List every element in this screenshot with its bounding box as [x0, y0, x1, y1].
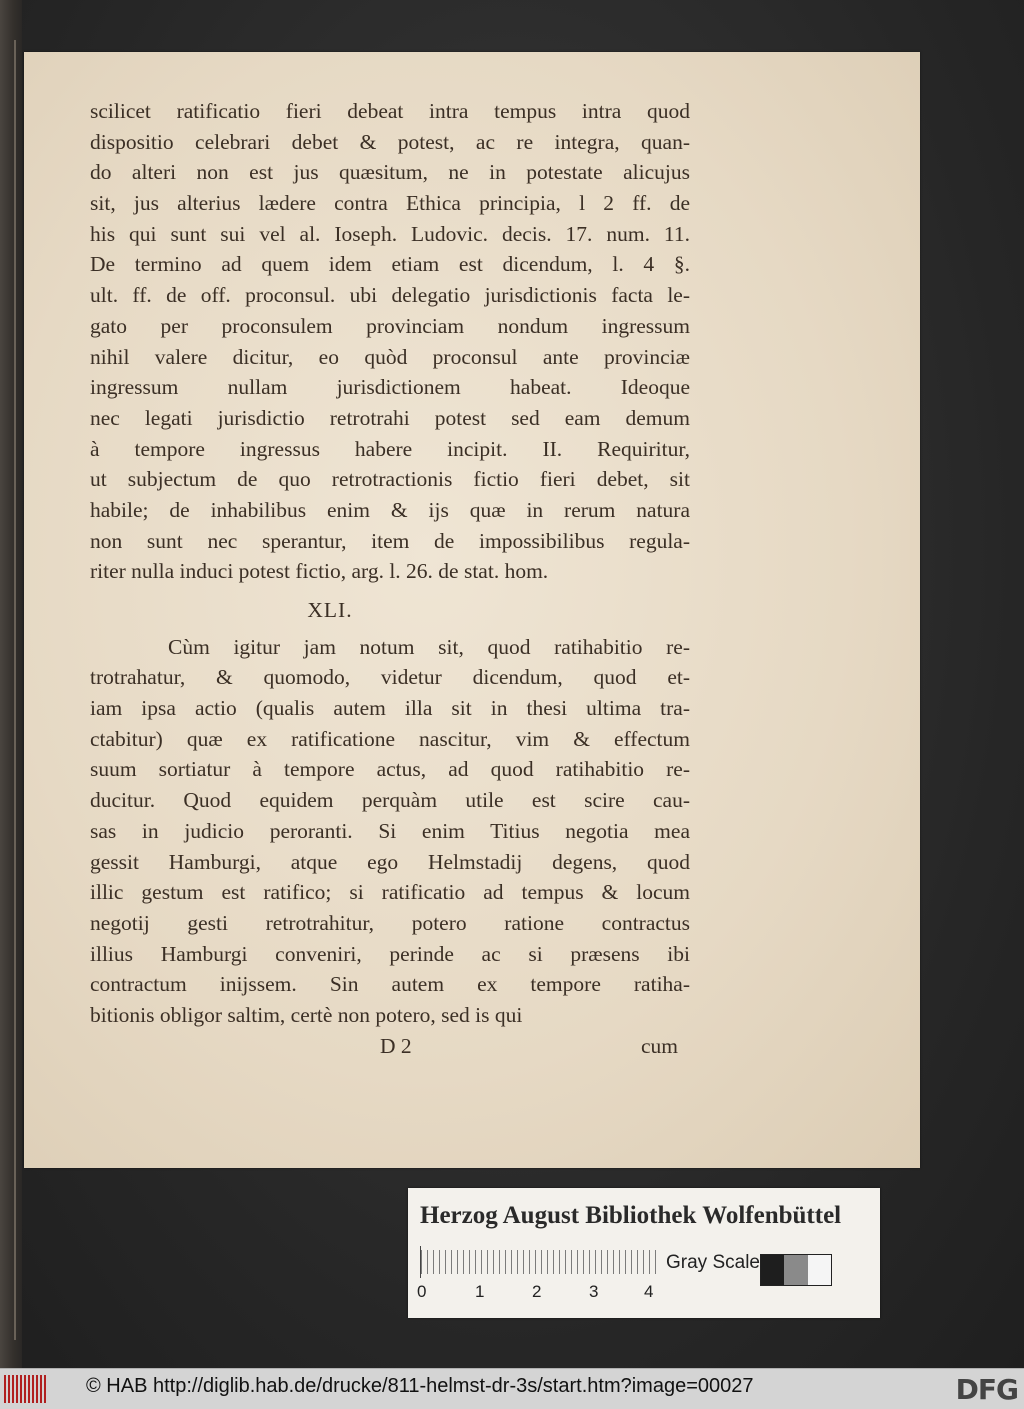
spine-line [14, 40, 16, 1340]
gray-swatch-cell [808, 1255, 831, 1285]
barcode-icon [4, 1375, 48, 1403]
ruler-number: 4 [644, 1282, 654, 1301]
library-name: Herzog August Bibliothek Wolfenbüttel [420, 1202, 842, 1229]
text-line: scilicet ratificatio fieri debeat intra tempus intra quod [90, 99, 690, 123]
text-line: ctabitur) quæ ex ratificatione nascitur, vim & effectum [90, 726, 690, 751]
text-line: nec legati jurisdictio retrotrahi potest sed eam demum [90, 405, 690, 430]
text-line: ut subjectum de quo retrotractionis fictio fieri debet, sit [90, 467, 690, 492]
paragraph-block-2 [90, 632, 690, 1031]
text-line: habile; de inhabilibus enim & ijs quæ in rerum natura [90, 497, 690, 522]
text-line: riter nulla induci potest fictio, arg. l. 26. de stat. hom. [90, 559, 549, 584]
paragraph-block-1 [90, 96, 690, 587]
section-heading: XLI. [307, 598, 353, 622]
attribution-link[interactable]: © HAB http://diglib.hab.de/drucke/811-helmst-dr-3s/start.htm?image=00027 [86, 1375, 754, 1397]
text-line: illic gestum est ratifico; si ratificatio ad tempus & locum [90, 880, 690, 905]
text-line: sas in judicio peroranti. Si enim Titius negotia mea [90, 818, 690, 843]
dfg-logo: DFG [955, 1373, 1018, 1406]
gray-scale-label: Gray Scale [666, 1252, 760, 1273]
text-line: sit, jus alterius lædere contra Ethica principia, l 2 ff. de [90, 191, 690, 216]
text-line: gessit Hamburgi, atque ego Helmstadij degens, quod [90, 849, 690, 874]
viewer-footer [0, 1368, 1024, 1409]
text-line: ducitur. Quod equidem perquàm utile est scire cau- [90, 788, 690, 813]
ruler-ticks [421, 1250, 661, 1274]
signature-mark: D 2 [380, 1033, 412, 1058]
text-line: Cùm igitur jam notum sit, quod ratihabitio re- [168, 634, 690, 659]
page-text [90, 96, 690, 1061]
text-line: his qui sunt sui vel al. Ioseph. Ludovic. decis. 17. num. 11. [90, 221, 690, 246]
text-line: illius Hamburgi conveniri, perinde ac si præsens ibi [90, 941, 690, 966]
text-line: iam ipsa actio (qualis autem illa sit in thesi ultima tra- [90, 696, 690, 721]
text-line: negotij gesti retrotrahitur, potero ratione contractus [90, 910, 690, 935]
text-line: gato per proconsulem provinciam nondum ingressum [90, 313, 690, 338]
ruler-number: 0 [417, 1282, 427, 1301]
text-line: ingressum nullam jurisdictionem habeat. Ideoque [90, 375, 690, 400]
library-color-card [408, 1188, 880, 1318]
text-line: non sunt nec sperantur, item de impossibilibus regula- [90, 528, 690, 553]
gray-swatch-cell [761, 1255, 784, 1285]
ruler [420, 1246, 661, 1278]
text-line: bitionis obligor saltim, certè non potero, sed is qui [90, 1002, 523, 1027]
ruler-number: 3 [589, 1282, 599, 1301]
text-line: dispositio celebrari debet & potest, ac re integra, quan- [90, 129, 690, 154]
text-line: ult. ff. de off. proconsul. ubi delegatio jurisdictionis facta le- [90, 283, 690, 308]
text-line: contractum inijssem. Sin autem ex tempore ratiha- [90, 972, 690, 997]
text-line: à tempore ingressus habere incipit. II. Requiritur, [90, 436, 690, 461]
show-through-marginalia [739, 700, 859, 940]
text-line: suum sortiatur à tempore actus, ad quod ratihabitio re- [90, 757, 690, 782]
text-line: trotrahatur, & quomodo, videtur dicendum, quod et- [90, 665, 690, 690]
ruler-number: 2 [532, 1282, 542, 1301]
page-footer-line [90, 1031, 690, 1062]
text-line: do alteri non est jus quæsitum, ne in potestate alicujus [90, 160, 690, 185]
text-line: De termino ad quem idem etiam est dicendum, l. 4 §. [90, 252, 690, 277]
gray-scale-swatch [760, 1254, 832, 1286]
catchword: cum [640, 1033, 678, 1058]
gray-swatch-cell [784, 1255, 807, 1285]
text-line: nihil valere dicitur, eo quòd proconsul ante provinciæ [90, 344, 690, 369]
book-spine-edge [0, 0, 22, 1368]
ruler-number: 1 [475, 1282, 485, 1301]
